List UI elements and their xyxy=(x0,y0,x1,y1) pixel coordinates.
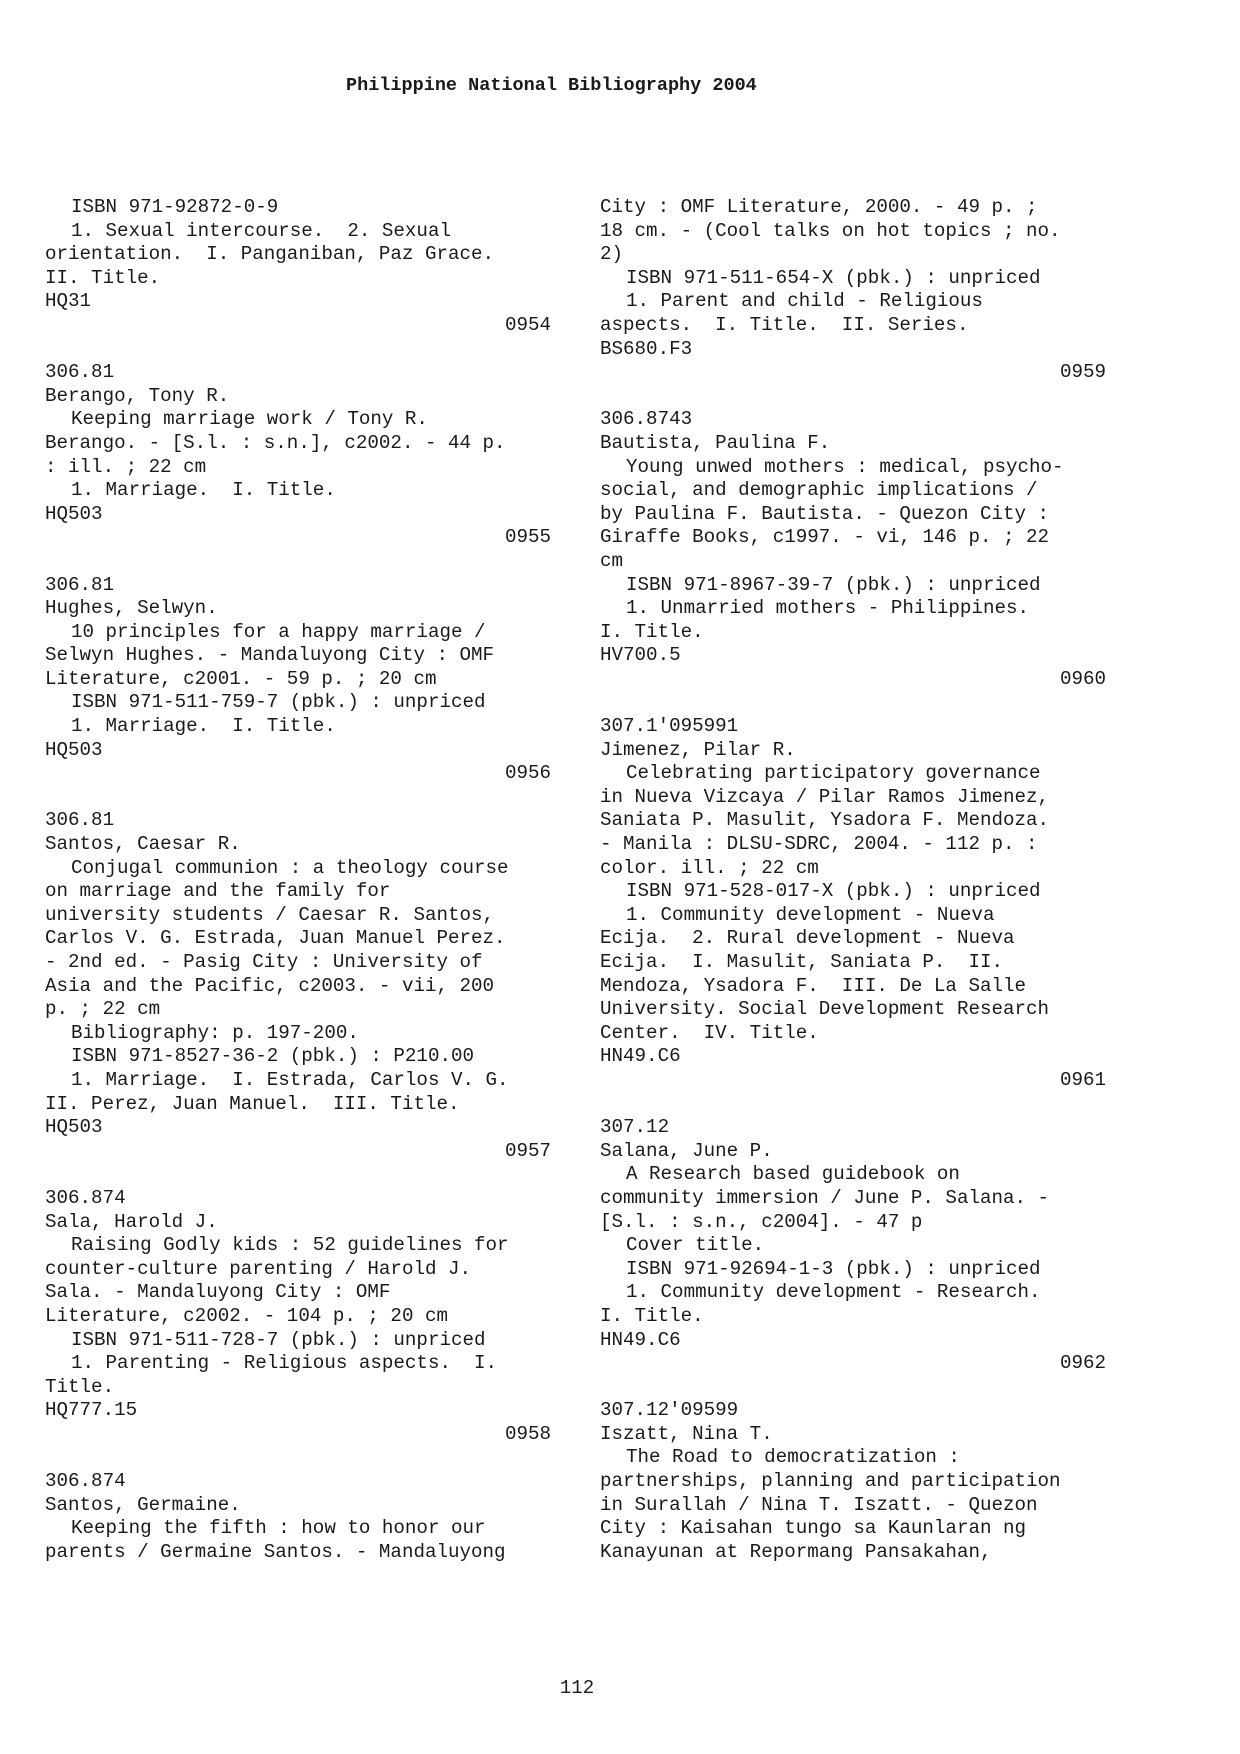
bibliography-line: 307.12'09599 xyxy=(600,1399,739,1422)
bibliography-line: HQ503 xyxy=(45,738,103,761)
bibliography-line: in Surallah / Nina T. Iszatt. - Quezon xyxy=(600,1493,1038,1516)
bibliography-line: 1. Community development - Research. xyxy=(626,1281,1041,1304)
entry-number: 0957 xyxy=(504,1139,551,1162)
bibliography-line: Giraffe Books, c1997. - vi, 146 p. ; 22 xyxy=(600,526,1050,549)
bibliography-line: 306.874 xyxy=(45,1470,126,1493)
bibliography-line: ISBN 971-8527-36-2 (pbk.) : P210.00 xyxy=(71,1045,475,1068)
bibliography-line: Iszatt, Nina T. xyxy=(600,1422,773,1445)
bibliography-line: 10 principles for a happy marriage / xyxy=(71,620,486,643)
bibliography-line: II. Title. xyxy=(45,266,161,289)
bibliography-line: 306.874 xyxy=(45,1186,126,1209)
bibliography-line: ISBN 971-511-728-7 (pbk.) : unpriced xyxy=(71,1328,486,1351)
bibliography-line: ISBN 971-8967-39-7 (pbk.) : unpriced xyxy=(626,573,1041,596)
bibliography-line: aspects. I. Title. II. Series. xyxy=(600,313,969,336)
bibliography-line: color. ill. ; 22 cm xyxy=(600,856,819,879)
bibliography-line xyxy=(45,550,551,574)
bibliography-line: Selwyn Hughes. - Mandaluyong City : OMF xyxy=(45,644,495,667)
bibliography-line: in Nueva Vizcaya / Pilar Ramos Jimenez, xyxy=(600,785,1050,808)
entry-number: 0955 xyxy=(504,526,551,549)
bibliography-line: Berango, Tony R. xyxy=(45,384,230,407)
bibliography-line: ISBN 971-511-654-X (pbk.) : unpriced xyxy=(626,266,1041,289)
bibliography-line: Bibliography: p. 197-200. xyxy=(71,1021,359,1044)
bibliography-line: II. Perez, Juan Manuel. III. Title. xyxy=(45,1092,460,1115)
bibliography-line: City : Kaisahan tungo sa Kaunlaran ng xyxy=(600,1517,1027,1540)
page-number: 112 xyxy=(559,1677,595,1699)
bibliography-line: Asia and the Pacific, c2003. - vii, 200 xyxy=(45,974,495,997)
bibliography-line: University. Social Development Research xyxy=(600,998,1050,1021)
bibliography-line xyxy=(45,338,551,362)
bibliography-line: : ill. ; 22 cm xyxy=(45,455,207,478)
entry-number: 0958 xyxy=(504,1422,551,1445)
bibliography-line: Bautista, Paulina F. xyxy=(600,431,831,454)
bibliography-line: HQ777.15 xyxy=(45,1399,138,1422)
bibliography-line: HQ31 xyxy=(45,290,92,313)
bibliography-line: I. Title. xyxy=(600,1304,704,1327)
bibliography-line: Literature, c2001. - 59 p. ; 20 cm xyxy=(45,667,437,690)
bibliography-line: 2) xyxy=(600,243,624,266)
entry-number: 0959 xyxy=(1059,361,1106,384)
bibliography-line xyxy=(600,1376,1106,1400)
bibliography-line: - 2nd ed. - Pasig City : University of xyxy=(45,951,483,973)
bibliography-line: - Manila : DLSU-SDRC, 2004. - 112 p. : xyxy=(600,833,1038,856)
bibliography-line: 1. Sexual intercourse. 2. Sexual xyxy=(71,219,451,242)
bibliography-line: Cover title. xyxy=(626,1234,765,1257)
bibliography-line: Hughes, Selwyn. xyxy=(45,597,218,620)
bibliography-line: Raising Godly kids : 52 guidelines for xyxy=(71,1234,509,1257)
bibliography-line: 1. Marriage. I. Estrada, Carlos V. G. xyxy=(71,1068,509,1091)
bibliography-line xyxy=(45,1446,551,1470)
bibliography-line: BS680.F3 xyxy=(600,337,693,360)
bibliography-line: A Research based guidebook on xyxy=(626,1163,960,1186)
bibliography-line: ISBN 971-528-017-X (pbk.) : unpriced xyxy=(626,880,1041,903)
bibliography-line: Mendoza, Ysadora F. III. De La Salle xyxy=(600,974,1027,997)
bibliography-line: Conjugal communion : a theology course xyxy=(71,856,509,879)
bibliography-line: university students / Caesar R. Santos, xyxy=(45,903,495,926)
bibliography-line: Ecija. 2. Rural development - Nueva xyxy=(600,927,1015,950)
bibliography-line xyxy=(600,1093,1106,1117)
bibliography-line: Ecija. I. Masulit, Saniata P. II. xyxy=(600,951,1004,973)
bibliography-line: 1. Marriage. I. Title. xyxy=(71,479,336,502)
bibliography-line: social, and demographic implications / xyxy=(600,479,1038,502)
bibliography-line xyxy=(45,1163,551,1187)
bibliography-line: 306.81 xyxy=(45,809,115,832)
bibliography-line: Saniata P. Masulit, Ysadora F. Mendoza. xyxy=(600,809,1050,832)
bibliography-line: Kanayunan at Repormang Pansakahan, xyxy=(600,1540,992,1563)
bibliography-line: 306.81 xyxy=(45,361,115,384)
bibliography-line: parents / Germaine Santos. - Mandaluyong xyxy=(45,1540,506,1563)
bibliography-line: Salana, June P. xyxy=(600,1139,773,1162)
bibliography-line: community immersion / June P. Salana. - xyxy=(600,1186,1050,1209)
bibliography-line: 18 cm. - (Cool talks on hot topics ; no. xyxy=(600,219,1061,242)
entry-number: 0954 xyxy=(504,313,551,336)
bibliography-line: HV700.5 xyxy=(600,644,681,667)
bibliography-line: 306.8743 xyxy=(600,408,693,431)
bibliography-line: Santos, Caesar R. xyxy=(45,833,241,856)
entry-number: 0962 xyxy=(1059,1352,1106,1375)
bibliography-line: p. ; 22 cm xyxy=(45,998,161,1021)
bibliography-line: 1. Parent and child - Religious xyxy=(626,290,983,313)
bibliography-line: Celebrating participatory governance xyxy=(626,762,1041,785)
bibliography-line: HQ503 xyxy=(45,502,103,525)
entry-number: 0961 xyxy=(1059,1068,1106,1091)
bibliography-line: on marriage and the family for xyxy=(45,880,391,903)
bibliography-line: 1. Marriage. I. Title. xyxy=(71,715,336,738)
bibliography-line: HN49.C6 xyxy=(600,1045,681,1068)
bibliography-line: Santos, Germaine. xyxy=(45,1493,241,1516)
bibliography-line: 1. Community development - Nueva xyxy=(626,903,995,926)
bibliography-line: 307.12 xyxy=(600,1116,670,1139)
right-column xyxy=(600,196,1106,1564)
bibliography-line: 306.81 xyxy=(45,573,115,596)
bibliography-line: Title. xyxy=(45,1375,115,1398)
bibliography-line: by Paulina F. Bautista. - Quezon City : xyxy=(600,502,1050,525)
bibliography-line: 1. Parenting - Religious aspects. I. xyxy=(71,1352,498,1375)
bibliography-line: Jimenez, Pilar R. xyxy=(600,738,796,761)
bibliography-line: partnerships, planning and participation xyxy=(600,1470,1061,1493)
bibliography-line: counter-culture parenting / Harold J. xyxy=(45,1257,472,1280)
bibliography-line: Literature, c2002. - 104 p. ; 20 cm xyxy=(45,1304,449,1327)
bibliography-line xyxy=(600,385,1106,409)
entry-number: 0956 xyxy=(504,762,551,785)
bibliography-line: 1. Unmarried mothers - Philippines. xyxy=(626,597,1030,620)
bibliography-line: Sala, Harold J. xyxy=(45,1210,218,1233)
page-header-title: Philippine National Bibliography 2004 xyxy=(346,75,757,96)
bibliography-line: ISBN 971-92694-1-3 (pbk.) : unpriced xyxy=(626,1257,1041,1280)
bibliography-line: [S.l. : s.n., c2004]. - 47 p xyxy=(600,1210,923,1233)
bibliography-line: Sala. - Mandaluyong City : OMF xyxy=(45,1281,391,1304)
bibliography-line xyxy=(45,786,551,810)
bibliography-line: City : OMF Literature, 2000. - 49 p. ; xyxy=(600,196,1038,218)
bibliography-line: HQ503 xyxy=(45,1116,103,1139)
left-column xyxy=(45,196,551,1564)
bibliography-line: orientation. I. Panganiban, Paz Grace. xyxy=(45,243,495,266)
bibliography-line: The Road to democratization : xyxy=(626,1446,960,1469)
bibliography-line: HN49.C6 xyxy=(600,1328,681,1351)
bibliography-line: Center. IV. Title. xyxy=(600,1021,819,1044)
bibliography-line xyxy=(600,691,1106,715)
bibliography-line: 307.1'095991 xyxy=(600,715,739,738)
bibliography-line: Berango. - [S.l. : s.n.], c2002. - 44 p. xyxy=(45,431,506,454)
bibliography-line: ISBN 971-511-759-7 (pbk.) : unpriced xyxy=(71,691,486,714)
bibliography-line: Keeping marriage work / Tony R. xyxy=(71,408,428,431)
bibliography-line: cm xyxy=(600,549,624,572)
bibliography-line: Young unwed mothers : medical, psycho- xyxy=(626,455,1064,478)
entry-number: 0960 xyxy=(1059,667,1106,690)
bibliography-line: Keeping the fifth : how to honor our xyxy=(71,1517,486,1540)
bibliography-line: I. Title. xyxy=(600,620,704,643)
bibliography-line: ISBN 971-92872-0-9 xyxy=(71,196,279,218)
bibliography-line: Carlos V. G. Estrada, Juan Manuel Perez. xyxy=(45,927,506,950)
